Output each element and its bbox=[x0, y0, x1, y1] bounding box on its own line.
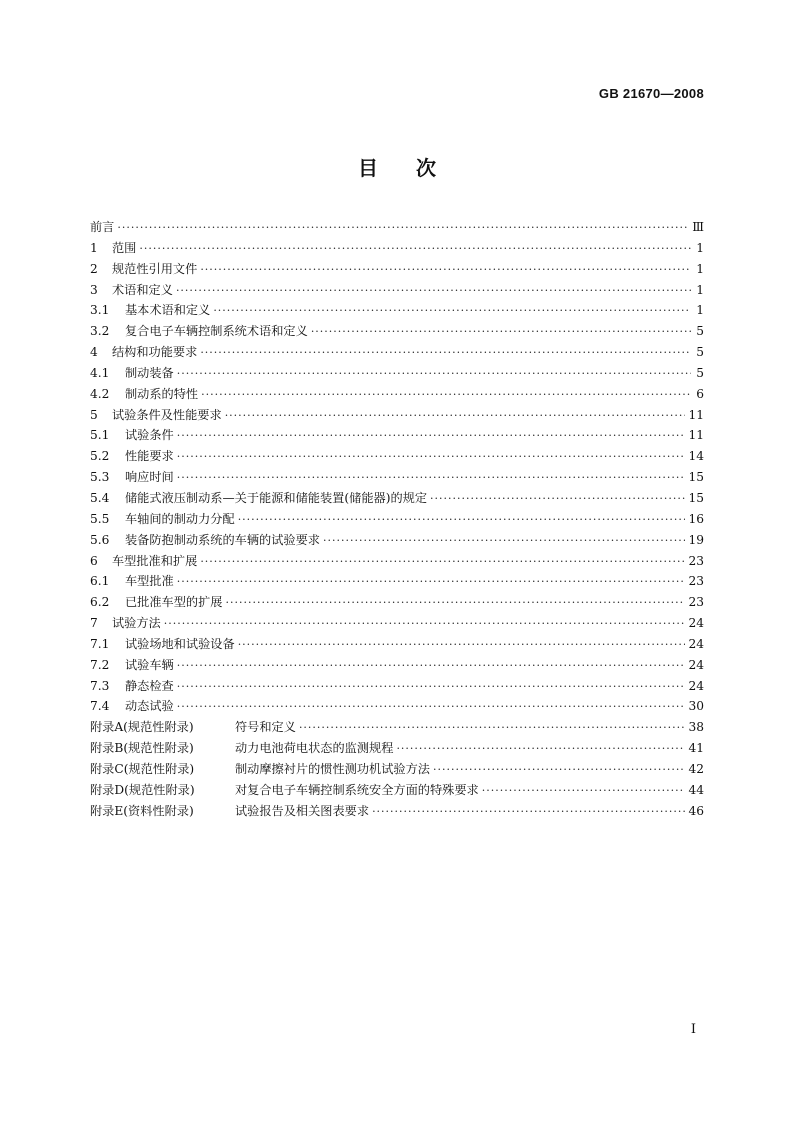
toc-entry[interactable] bbox=[90, 488, 704, 509]
toc-entry-number: 附录E(资料性附录) bbox=[90, 803, 194, 818]
toc-entry-label: 试验条件及性能要求 bbox=[112, 407, 222, 422]
toc-entry-number: 5.6 bbox=[90, 532, 110, 547]
toc-entry-label: 性能要求 bbox=[125, 449, 174, 464]
toc-entry-number: 附录C(规范性附录) bbox=[90, 761, 195, 776]
toc-entry-page: 5 bbox=[696, 365, 704, 380]
toc-entry-label: 动力电池荷电状态的监测规程 bbox=[235, 741, 394, 756]
dot-leader bbox=[200, 260, 691, 281]
toc-entry-page: 24 bbox=[688, 657, 704, 672]
dot-leader bbox=[482, 781, 686, 802]
toc-entry-number: 4.1 bbox=[90, 365, 110, 380]
toc-entry-label: 车型批准 bbox=[125, 574, 174, 589]
toc-entry-page: 15 bbox=[688, 470, 704, 485]
toc-entry-label: 试验场地和试验设备 bbox=[125, 636, 235, 651]
dot-leader bbox=[226, 593, 686, 614]
toc-entry-page: 11 bbox=[688, 428, 704, 443]
toc-entry[interactable] bbox=[90, 384, 704, 405]
toc-entry-page: 23 bbox=[688, 595, 704, 610]
toc-entry[interactable] bbox=[90, 759, 704, 780]
toc-entry[interactable] bbox=[90, 551, 704, 572]
toc-entry-number: 6.1 bbox=[90, 574, 110, 589]
toc-entry-number: 附录D(规范性附录) bbox=[90, 782, 195, 797]
toc-entry-page: 16 bbox=[688, 511, 704, 526]
dot-leader bbox=[177, 677, 686, 698]
toc-entry-label: 术语和定义 bbox=[112, 282, 173, 297]
toc-entry-page: 11 bbox=[688, 407, 704, 422]
toc-entry-page: Ⅲ bbox=[692, 220, 704, 234]
toc-entry-label: 试验报告及相关图表要求 bbox=[235, 803, 370, 818]
toc-entry-label: 范围 bbox=[112, 240, 137, 255]
toc-entry-number: 附录B(规范性附录) bbox=[90, 741, 194, 756]
toc-entry-number: 7.4 bbox=[90, 699, 110, 714]
dot-leader bbox=[396, 739, 685, 760]
toc-entry-page: 1 bbox=[696, 282, 704, 297]
toc-entry-number: 3.2 bbox=[90, 324, 110, 339]
toc-entry-page: 5 bbox=[696, 345, 704, 360]
toc-entry-page: 44 bbox=[688, 782, 704, 797]
toc-entry[interactable] bbox=[90, 467, 704, 488]
dot-leader bbox=[430, 489, 685, 510]
dot-leader bbox=[201, 385, 691, 406]
toc-entry-page: 5 bbox=[696, 324, 704, 339]
toc-entry-page: 1 bbox=[696, 303, 704, 318]
toc-entry-label: 试验车辆 bbox=[125, 657, 174, 672]
toc-entry-page: 24 bbox=[688, 616, 704, 631]
toc-entry-page: 15 bbox=[688, 490, 704, 505]
toc-entry-page: 1 bbox=[696, 261, 704, 276]
toc-entry[interactable] bbox=[90, 592, 704, 613]
toc-entry[interactable] bbox=[90, 655, 704, 676]
toc-entry-label: 结构和功能要求 bbox=[112, 345, 198, 360]
dot-leader bbox=[177, 468, 686, 489]
toc-entry-number: 6 bbox=[90, 553, 98, 568]
toc-entry-number: 5.1 bbox=[90, 428, 110, 443]
toc-entry-label: 符号和定义 bbox=[235, 720, 296, 735]
toc-entry-number: 6.2 bbox=[90, 595, 110, 610]
toc-entry-number: 7.1 bbox=[90, 636, 110, 651]
toc-entry[interactable] bbox=[90, 363, 704, 384]
dot-leader bbox=[177, 447, 686, 468]
dot-leader bbox=[177, 697, 686, 718]
toc-entry-label: 响应时间 bbox=[125, 470, 174, 485]
toc-entry-page: 38 bbox=[688, 720, 704, 735]
toc-entry[interactable] bbox=[90, 780, 704, 801]
dot-leader bbox=[176, 281, 691, 302]
toc-entry-label: 动态试验 bbox=[125, 699, 174, 714]
toc-entry-number: 5.5 bbox=[90, 511, 110, 526]
toc-entry-number: 7.3 bbox=[90, 678, 110, 693]
toc-entry[interactable] bbox=[90, 446, 704, 467]
dot-leader bbox=[238, 510, 686, 531]
dot-leader bbox=[177, 364, 691, 385]
toc-entry[interactable] bbox=[90, 321, 704, 342]
toc-entry-number: 5.4 bbox=[90, 490, 110, 505]
toc-entry-page: 41 bbox=[688, 741, 704, 756]
toc-entry-label: 静态检查 bbox=[125, 678, 174, 693]
toc-entry-label: 制动装备 bbox=[125, 365, 174, 380]
dot-leader bbox=[200, 343, 691, 364]
page-number: I bbox=[690, 1022, 696, 1037]
toc-entry-number: 2 bbox=[90, 261, 98, 276]
toc-entry-page: 24 bbox=[688, 636, 704, 651]
toc-entry-number: 1 bbox=[90, 240, 98, 255]
dot-leader bbox=[225, 406, 686, 427]
dot-leader bbox=[238, 635, 686, 656]
toc-entry-label: 试验条件 bbox=[125, 428, 174, 443]
toc-entry-page: 6 bbox=[696, 386, 704, 401]
toc-entry-number: 5.2 bbox=[90, 449, 110, 464]
toc-entry[interactable] bbox=[90, 717, 704, 738]
toc-entry-page: 19 bbox=[688, 532, 704, 547]
toc-entry[interactable] bbox=[90, 613, 704, 634]
toc-entry-number: 4.2 bbox=[90, 386, 110, 401]
dot-leader bbox=[323, 531, 685, 552]
toc-entry[interactable] bbox=[90, 509, 704, 530]
toc-entry-label: 前言 bbox=[90, 220, 115, 234]
toc-entry[interactable] bbox=[90, 259, 704, 280]
dot-leader bbox=[177, 656, 686, 677]
toc-entry[interactable] bbox=[90, 696, 704, 717]
toc-entry-page: 24 bbox=[688, 678, 704, 693]
dot-leader bbox=[299, 718, 686, 739]
toc-entry[interactable] bbox=[90, 738, 704, 759]
toc-entry[interactable] bbox=[90, 676, 704, 697]
toc-entry-number: 3.1 bbox=[90, 303, 110, 318]
toc-entry-label: 制动系的特性 bbox=[125, 386, 199, 401]
toc-entry[interactable] bbox=[90, 425, 704, 446]
toc-entry-label: 试验方法 bbox=[112, 616, 161, 631]
toc-entry[interactable] bbox=[90, 405, 704, 426]
toc-entry[interactable] bbox=[90, 342, 704, 363]
dot-leader bbox=[177, 572, 686, 593]
toc-entry-number: 7 bbox=[90, 616, 98, 631]
dot-leader bbox=[372, 802, 685, 823]
dot-leader bbox=[164, 614, 686, 635]
toc-entry-label: 规范性引用文件 bbox=[112, 261, 198, 276]
toc-entry-label: 已批准车型的扩展 bbox=[125, 595, 223, 610]
toc-entry-label: 对复合电子车辆控制系统安全方面的特殊要求 bbox=[235, 782, 479, 797]
page-title: 目次 bbox=[358, 156, 474, 180]
toc-entry-number: 附录A(规范性附录) bbox=[90, 720, 194, 735]
dot-leader bbox=[311, 322, 691, 343]
dot-leader bbox=[200, 552, 685, 573]
toc-entry-label: 车型批准和扩展 bbox=[112, 553, 198, 568]
toc-entry-page: 23 bbox=[688, 574, 704, 589]
toc-entry-number: 5.3 bbox=[90, 470, 110, 485]
toc-entry[interactable] bbox=[90, 217, 704, 238]
toc-entry-page: 1 bbox=[696, 240, 704, 255]
dot-leader bbox=[139, 239, 691, 260]
toc-entry-label: 基本术语和定义 bbox=[125, 303, 211, 318]
toc-entry-label: 车轴间的制动力分配 bbox=[125, 511, 235, 526]
dot-leader bbox=[433, 760, 685, 781]
toc-entry[interactable] bbox=[90, 571, 704, 592]
dot-leader bbox=[117, 218, 689, 239]
toc-entry[interactable] bbox=[90, 238, 704, 259]
toc-entry[interactable] bbox=[90, 530, 704, 551]
toc-entry-page: 14 bbox=[688, 449, 704, 464]
toc-entry-number: 4 bbox=[90, 345, 98, 360]
toc-entry-label: 装备防抱制动系统的车辆的试验要求 bbox=[125, 532, 320, 547]
table-of-contents bbox=[90, 217, 704, 821]
toc-entry-number: 3 bbox=[90, 282, 98, 297]
standard-code: GB 21670—2008 bbox=[598, 86, 704, 101]
toc-entry-number: 7.2 bbox=[90, 657, 110, 672]
dot-leader bbox=[213, 301, 691, 322]
toc-entry-page: 42 bbox=[688, 761, 704, 776]
toc-entry-label: 复合电子车辆控制系统术语和定义 bbox=[125, 324, 308, 339]
toc-entry-number: 5 bbox=[90, 407, 98, 422]
toc-entry-page: 46 bbox=[688, 803, 704, 818]
toc-entry-page: 23 bbox=[688, 553, 704, 568]
dot-leader bbox=[177, 426, 686, 447]
toc-entry[interactable] bbox=[90, 801, 704, 822]
toc-entry[interactable] bbox=[90, 634, 704, 655]
toc-entry[interactable] bbox=[90, 280, 704, 301]
toc-entry-page: 30 bbox=[688, 699, 704, 714]
toc-entry[interactable] bbox=[90, 300, 704, 321]
toc-entry-label: 制动摩擦衬片的惯性测功机试验方法 bbox=[235, 761, 430, 776]
toc-entry-label: 储能式液压制动系—关于能源和储能装置(储能器)的规定 bbox=[125, 490, 428, 505]
